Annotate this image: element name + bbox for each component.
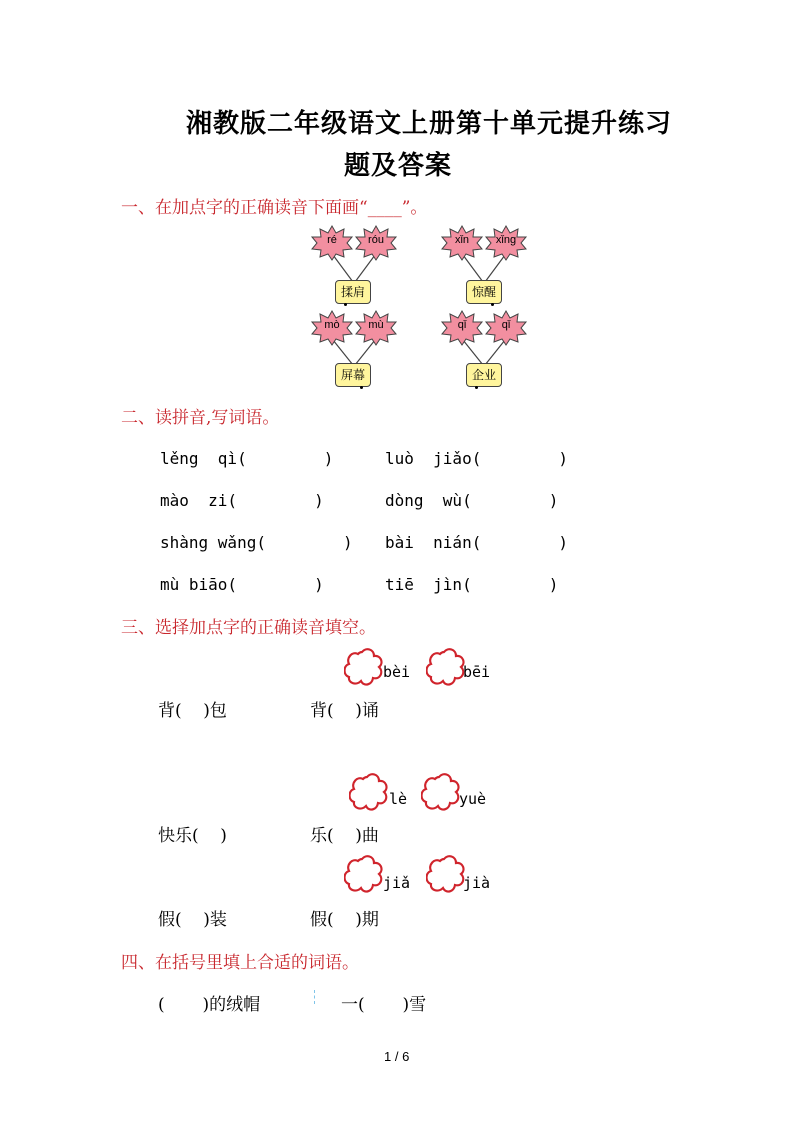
pinyin-item: luò jiǎo( ) — [385, 449, 569, 468]
section1-heading: 一、在加点字的正确读音下面画“____”。 — [121, 198, 428, 218]
burst-pinyin: róu — [368, 234, 384, 246]
section3-heading: 三、选择加点字的正确读音填空。 — [121, 618, 376, 638]
fill-item: 背( )诵 — [310, 701, 379, 721]
burst-pinyin: ré — [327, 234, 337, 246]
pinyin-item: lěng qì( ) — [160, 449, 334, 468]
word-box: 企业 — [466, 363, 502, 387]
pinyin-item: bài nián( ) — [385, 533, 569, 552]
pinyin-option: jiǎ — [383, 874, 411, 892]
fill-item: 假( )期 — [310, 910, 379, 930]
flower-icon — [421, 773, 461, 813]
word-box: 揉肩 — [335, 280, 371, 304]
pinyin-item: shàng wǎng( ) — [160, 533, 353, 552]
pinyin-option: jià — [463, 874, 491, 892]
page-title-line2: 题及答案 — [344, 151, 453, 181]
pinyin-option: lè — [389, 790, 408, 808]
page-title-line1: 湘教版二年级语文上册第十单元提升练习 — [186, 109, 673, 139]
flower-icon — [426, 855, 466, 895]
flower-icon — [349, 773, 389, 813]
burst-pinyin: qǐ — [501, 319, 511, 331]
fill-item: ( )的绒帽 — [158, 995, 261, 1015]
fill-item: 乐( )曲 — [310, 826, 379, 846]
pinyin-option: bèi — [383, 663, 411, 681]
word-box: 屏幕 — [335, 363, 371, 387]
pinyin-item: mào zi( ) — [160, 491, 324, 510]
burst-pinyin: xǐn — [454, 234, 470, 246]
word-box: 惊醒 — [466, 280, 502, 304]
fill-item: 背( )包 — [158, 701, 227, 721]
pinyin-option: bēi — [463, 663, 491, 681]
burst-pinyin: xǐng — [495, 234, 517, 246]
fill-item: 快乐( ) — [158, 826, 227, 846]
pinyin-option: yuè — [459, 790, 487, 808]
burst-pinyin: qǐ — [457, 319, 467, 331]
burst-pinyin: mò — [324, 319, 340, 331]
pinyin-item: tiē jìn( ) — [385, 575, 559, 594]
section4-heading: 四、在括号里填上合适的词语。 — [121, 953, 359, 973]
burst-pinyin: mù — [368, 319, 384, 331]
flower-icon — [344, 648, 384, 688]
divider — [314, 990, 316, 1004]
page-number: 1 / 6 — [384, 1049, 410, 1064]
section2-heading: 二、读拼音,写词语。 — [121, 408, 280, 428]
fill-item: 一( )雪 — [341, 995, 427, 1015]
flower-icon — [344, 855, 384, 895]
pinyin-item: mù biāo( ) — [160, 575, 324, 594]
pinyin-item: dòng wù( ) — [385, 491, 559, 510]
fill-item: 假( )装 — [158, 910, 227, 930]
flower-icon — [426, 648, 466, 688]
